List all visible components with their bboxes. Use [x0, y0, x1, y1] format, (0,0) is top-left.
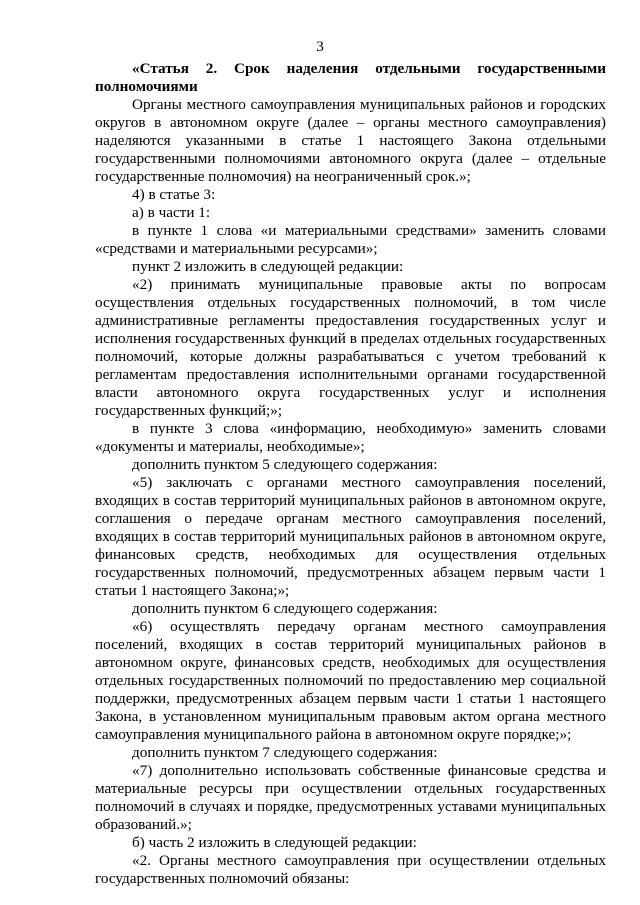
paragraph: «2. Органы местного самоуправления при осуществлении отдельных государственных полномочий обязаны: — [95, 852, 606, 887]
paragraph: дополнить пунктом 5 следующего содержания: — [132, 456, 438, 473]
paragraph: дополнить пунктом 6 следующего содержания: — [132, 600, 438, 617]
paragraph: 4) в статье 3: — [132, 186, 216, 203]
paragraph: «6) осуществлять передачу органам местного самоуправления поселений, входящих в состав территорий муниципальных районов в автономном округе, финансовых средств, необходимых для осуществления отдельных государственных полномочий по предоставлению мер социальной поддержки, предусмотренных абзацем первым части 1 статьи 1 настоящего Закона, в установленном муниципальным правовым актом органа местного самоуправления муниципального района в автономном округе порядке;»; — [95, 618, 606, 743]
paragraph: Органы местного самоуправления муниципальных районов и городских округов в автономном округе (далее – органы местного самоуправления) наделяются указанными в статье 1 настоящего Закона отдельными государственными полномочиями автономного округа (далее – отдельные государственные полномочия) на неограниченный срок.»; — [95, 96, 606, 185]
paragraph: «7) дополнительно использовать собственные финансовые средства и материальные ресурсы при осуществлении отдельных государственных полномочий в случаях и порядке, предусмотренных уставами муниципальных образований.»; — [95, 762, 606, 833]
paragraph: «5) заключать с органами местного самоуправления поселений, входящих в состав территорий муниципальных районов в автономном округе, соглашения о передаче органам местного самоуправления поселений, входящих в состав территорий муниципальных районов в автономном округе, финансовых средств, необходимых для осуществления отдельных государственных полномочий, предусмотренных абзацем первым части 1 статьи 1 настоящего Закона;»; — [95, 474, 606, 599]
paragraph: в пункте 3 слова «информацию, необходимую» заменить словами «документы и материалы, необходимые»; — [95, 420, 606, 455]
document-body — [95, 60, 606, 888]
paragraph: дополнить пунктом 7 следующего содержания: — [132, 744, 438, 761]
page-number: 3 — [316, 38, 324, 55]
paragraph: в пункте 1 слова «и материальными средствами» заменить словами «средствами и материальными ресурсами»; — [95, 222, 606, 257]
article-title: «Статья 2. Срок наделения отдельными государственными полномочиями — [95, 60, 606, 95]
paragraph: б) часть 2 изложить в следующей редакции: — [132, 834, 417, 851]
paragraph: «2) принимать муниципальные правовые акты по вопросам осуществления отдельных государственных полномочий, в том числе административные регламенты предоставления государственных услуг и исполнения государственных функций в пределах отдельных государственных полномочий, которые должны разрабатываться с учетом требований к регламентам предоставления исполнительными органами государственной власти автономного округа государственных услуг и исполнения государственных функций;»; — [95, 276, 606, 419]
paragraph: пункт 2 изложить в следующей редакции: — [132, 258, 404, 275]
paragraph: а) в части 1: — [132, 204, 211, 221]
